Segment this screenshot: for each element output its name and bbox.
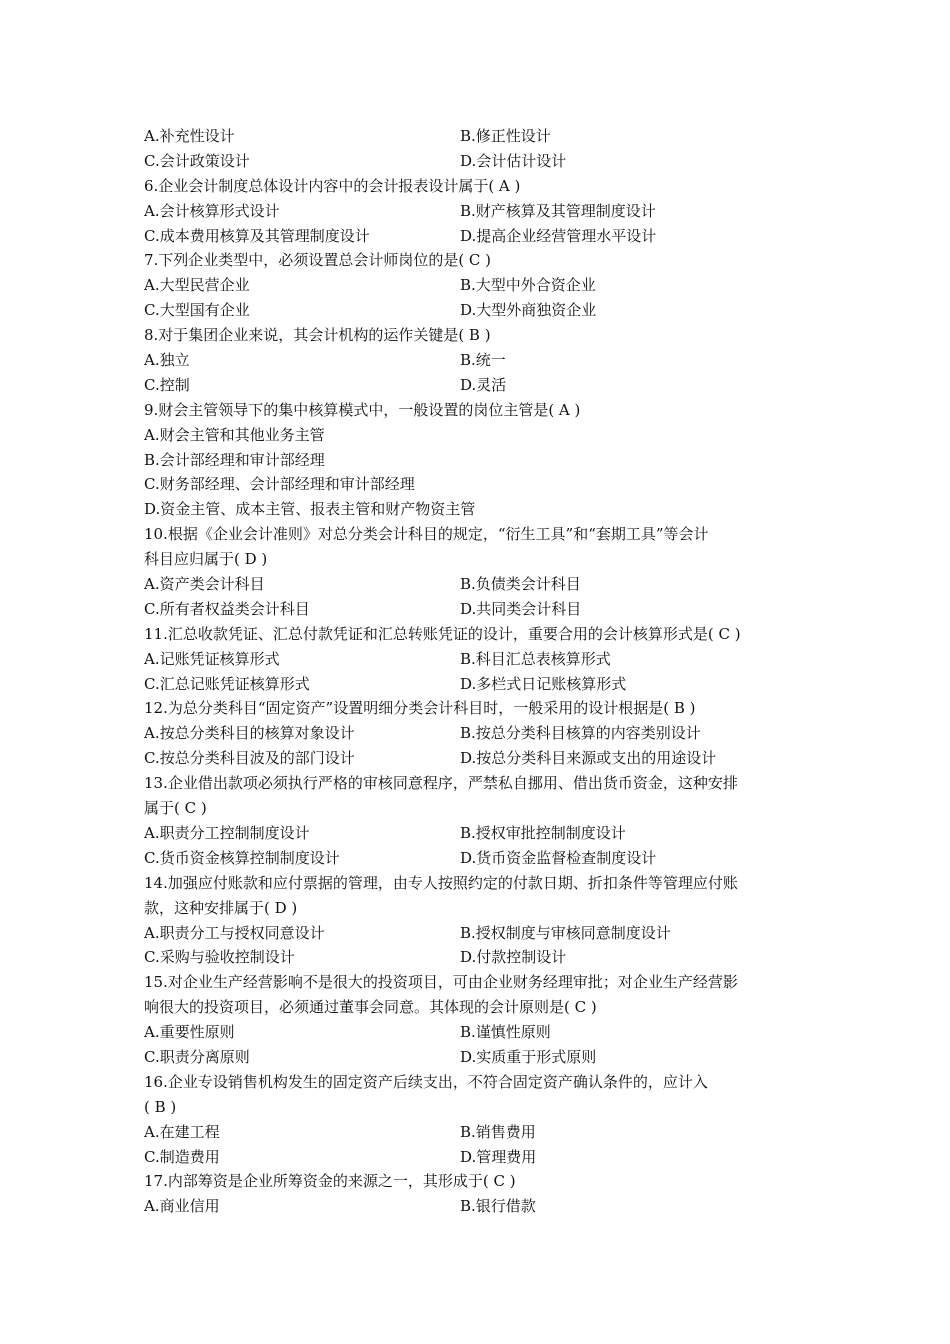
option-b: B.修正性设计 bbox=[460, 127, 551, 145]
option-d: D.提高企业经营管理水平设计 bbox=[460, 226, 657, 245]
document-page bbox=[144, 124, 808, 1219]
option-c: C.按总分类科目波及的部门设计 bbox=[144, 749, 355, 768]
option-b: B.银行借款 bbox=[460, 1197, 536, 1216]
option-c: C.货币资金核算控制制度设计 bbox=[144, 848, 340, 867]
question-13-line-2: 属于( C ) bbox=[144, 799, 207, 818]
option-c: C.成本费用核算及其管理制度设计 bbox=[144, 226, 370, 245]
option-b: B.负债类会计科目 bbox=[460, 575, 581, 594]
option-row bbox=[144, 1045, 808, 1070]
option-row bbox=[144, 373, 808, 398]
question-9: 9.财会主管领导下的集中核算模式中，一般设置的岗位主管是( A ) bbox=[144, 400, 581, 419]
option-c: C.采购与验收控制设计 bbox=[144, 948, 295, 967]
option-d: D.管理费用 bbox=[460, 1147, 537, 1166]
question-10-line-1: 10.根据《企业会计准则》对总分类会计科目的规定，“衍生工具”和“套期工具”等会计 bbox=[144, 525, 709, 544]
option-row bbox=[144, 124, 808, 149]
option-d: D.大型外商独资企业 bbox=[460, 301, 597, 320]
question-11: 11.汇总收款凭证、汇总付款凭证和汇总转账凭证的设计，重要合用的会计核算形式是( C ) bbox=[144, 624, 741, 643]
option-a: A.在建工程 bbox=[144, 1122, 220, 1141]
option-row bbox=[144, 224, 808, 249]
option-row bbox=[144, 1145, 808, 1170]
option-c: C.所有者权益类会计科目 bbox=[144, 599, 310, 618]
option-b: B.谨慎性原则 bbox=[460, 1023, 551, 1042]
option-c: C.职责分离原则 bbox=[144, 1047, 250, 1066]
option-d: D.会计估计设计 bbox=[460, 151, 567, 170]
option-row bbox=[144, 647, 808, 672]
option-a: A.重要性原则 bbox=[144, 1023, 235, 1042]
option-row bbox=[144, 721, 808, 746]
question-12: 12.为总分类科目“固定资产”设置明细分类会计科目时，一般采用的设计根据是( B ) bbox=[144, 699, 696, 718]
question-14-line-2: 款，这种安排属于( D ) bbox=[144, 898, 298, 917]
option-c: C.大型国有企业 bbox=[144, 301, 250, 320]
option-row bbox=[144, 597, 808, 622]
option-a: A.按总分类科目的核算对象设计 bbox=[144, 724, 355, 743]
question-16-line-1: 16.企业专设销售机构发生的固定资产后续支出，不符合固定资产确认条件的，应计入 bbox=[144, 1072, 708, 1091]
option-row bbox=[144, 1194, 808, 1219]
option-row bbox=[144, 1120, 808, 1145]
option-row bbox=[144, 348, 808, 373]
option-d: D.共同类会计科目 bbox=[460, 599, 582, 618]
question-10-line-2: 科目应归属于( D ) bbox=[144, 550, 268, 569]
question-8: 8.对于集团企业来说，其会计机构的运作关键是( B ) bbox=[144, 326, 491, 345]
option-c: C.制造费用 bbox=[144, 1147, 220, 1166]
option-row bbox=[144, 746, 808, 771]
option-d: D.资金主管、成本主管、报表主管和财产物资主管 bbox=[144, 500, 476, 519]
option-a: A.记账凭证核算形式 bbox=[144, 649, 280, 668]
option-row bbox=[144, 149, 808, 174]
option-b: B.授权审批控制制度设计 bbox=[460, 823, 626, 842]
option-b: B.按总分类科目核算的内容类别设计 bbox=[460, 724, 701, 743]
option-c: C.财务部经理、会计部经理和审计部经理 bbox=[144, 475, 415, 494]
option-b: B.会计部经理和审计部经理 bbox=[144, 450, 325, 469]
option-b: B.财产核算及其管理制度设计 bbox=[460, 201, 656, 220]
question-7: 7.下列企业类型中，必须设置总会计师岗位的是( C ) bbox=[144, 251, 492, 270]
option-row bbox=[144, 298, 808, 323]
question-15-line-2: 响很大的投资项目，必须通过董事会同意。其体现的会计原则是( C ) bbox=[144, 998, 597, 1017]
option-b: B.统一 bbox=[460, 351, 506, 370]
option-c: C.会计政策设计 bbox=[144, 151, 250, 170]
option-b: B.销售费用 bbox=[460, 1122, 536, 1141]
question-6: 6.企业会计制度总体设计内容中的会计报表设计属于( A ) bbox=[144, 176, 521, 195]
option-row bbox=[144, 846, 808, 871]
option-a: A.财会主管和其他业务主管 bbox=[144, 425, 325, 444]
option-a: A.资产类会计科目 bbox=[144, 575, 265, 594]
option-c: C.控制 bbox=[144, 375, 190, 394]
question-15-line-1: 15.对企业生产经营影响不是很大的投资项目，可由企业财务经理审批；对企业生产经营影 bbox=[144, 973, 738, 992]
question-14-line-1: 14.加强应付账款和应付票据的管理，由专人按照约定的付款日期、折扣条件等管理应付账 bbox=[144, 873, 738, 892]
option-a: A.商业信用 bbox=[144, 1197, 220, 1216]
option-b: B.大型中外合资企业 bbox=[460, 276, 596, 295]
option-a: A.大型民营企业 bbox=[144, 276, 250, 295]
option-a: A.会计核算形式设计 bbox=[144, 201, 280, 220]
option-row bbox=[144, 821, 808, 846]
option-d: D.实质重于形式原则 bbox=[460, 1047, 597, 1066]
option-row bbox=[144, 945, 808, 970]
option-d: D.按总分类科目来源或支出的用途设计 bbox=[460, 749, 717, 768]
option-d: D.灵活 bbox=[460, 375, 507, 394]
option-row bbox=[144, 572, 808, 597]
option-row bbox=[144, 273, 808, 298]
option-row bbox=[144, 199, 808, 224]
option-a: A.职责分工控制制度设计 bbox=[144, 823, 310, 842]
question-16-line-2: ( B ) bbox=[144, 1097, 177, 1116]
option-a: A.补充性设计 bbox=[144, 127, 235, 145]
option-c: C.汇总记账凭证核算形式 bbox=[144, 674, 310, 693]
option-d: D.货币资金监督检查制度设计 bbox=[460, 848, 657, 867]
option-d: D.付款控制设计 bbox=[460, 948, 567, 967]
option-b: B.科目汇总表核算形式 bbox=[460, 649, 611, 668]
option-a: A.独立 bbox=[144, 351, 190, 370]
question-17: 17.内部筹资是企业所筹资金的来源之一，其形成于( C ) bbox=[144, 1172, 516, 1191]
option-row bbox=[144, 672, 808, 697]
option-row bbox=[144, 1020, 808, 1045]
option-d: D.多栏式日记账核算形式 bbox=[460, 674, 627, 693]
option-b: B.授权制度与审核同意制度设计 bbox=[460, 923, 671, 942]
option-row bbox=[144, 921, 808, 946]
option-a: A.职责分工与授权同意设计 bbox=[144, 923, 325, 942]
question-13-line-1: 13.企业借出款项必须执行严格的审核同意程序，严禁私自挪用、借出货币资金，这种安排 bbox=[144, 774, 738, 793]
